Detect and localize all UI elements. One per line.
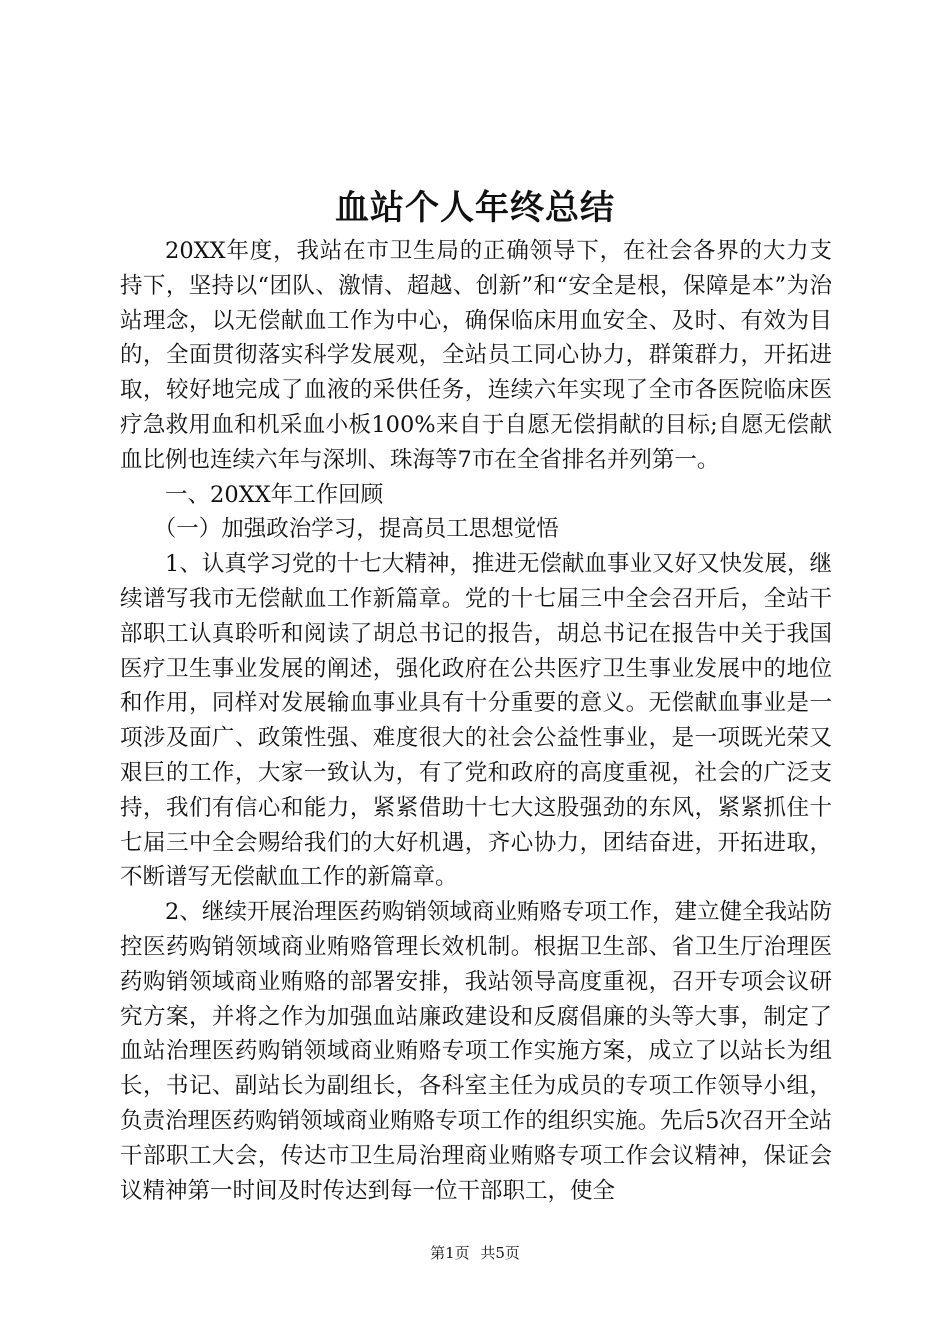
page-number: 第1页 (430, 1244, 470, 1262)
list-item: 2、继续开展治理医药购销领域商业贿赂专项工作，建立健全我站防控医药购销领域商业贿赂管理长效机制。根据卫生部、省卫生厅治理医药购销领域商业贿赂的部署安排，我站领导高度重视，召开专项会议研究方案，并将之作为加强血站廉政建设和反腐倡廉的头等大事，制定了血站治理医药购销领域商业贿赂专项工作实施方案，成立了以站长为组长，书记、副站长为副组长，各科室主任为成员的专项工作领导小组，负责治理医药购销领域商业贿赂专项工作的组织实施。先后5次召开全站干部职工大会，传达市卫生局治理商业贿赂专项工作会议精神，保证会议精神第一时间及时传达到每一位干部职工，使全 (120, 899, 832, 1204)
subsection-heading: （一）加强政治学习，提高员工思想觉悟 (153, 516, 559, 543)
page-total: 共5页 (480, 1244, 520, 1262)
document-title: 血站个人年终总结 (335, 188, 615, 228)
document-body (120, 234, 832, 1208)
page-footer (0, 1243, 950, 1263)
section-heading: 一、20XX年工作回顾 (165, 481, 384, 508)
intro-paragraph: 20XX年度，我站在市卫生局的正确领导下，在社会各界的大力支持下，坚持以“团队、激情、超越、创新”和“安全是根，保障是本”为治站理念，以无偿献血工作为中心，确保临床用血安全、及时、有效为目的，全面贯彻落实科学发展观，全站员工同心协力，群策群力，开拓进取，较好地完成了血液的采供任务，连续六年实现了全市各医院临床医疗急救用血和机采血小板100%来自于自愿无偿捐献的目标;自愿无偿献血比例也连续六年与深圳、珠海等7市在全省排名并列第一。 (120, 238, 832, 473)
list-item: 1、认真学习党的十七大精神，推进无偿献血事业又好又快发展，继续谱写我市无偿献血工作新篇章。党的十七届三中全会召开后，全站干部职工认真聆听和阅读了胡总书记的报告，胡总书记在报告中关于我国医疗卫生事业发展的阐述，强化政府在公共医疗卫生事业发展中的地位和作用，同样对发展输血事业具有十分重要的意义。无偿献血事业是一项涉及面广、政策性强、难度很大的社会公益性事业，是一项既光荣又艰巨的工作，大家一致认为，有了党和政府的高度重视，社会的广泛支持，我们有信心和能力，紧紧借助十七大这股强劲的东风，紧紧抓住十七届三中全会赐给我们的大好机遇，齐心协力，团结奋进，开拓进取，不断谱写无偿献血工作的新篇章。 (120, 551, 832, 891)
